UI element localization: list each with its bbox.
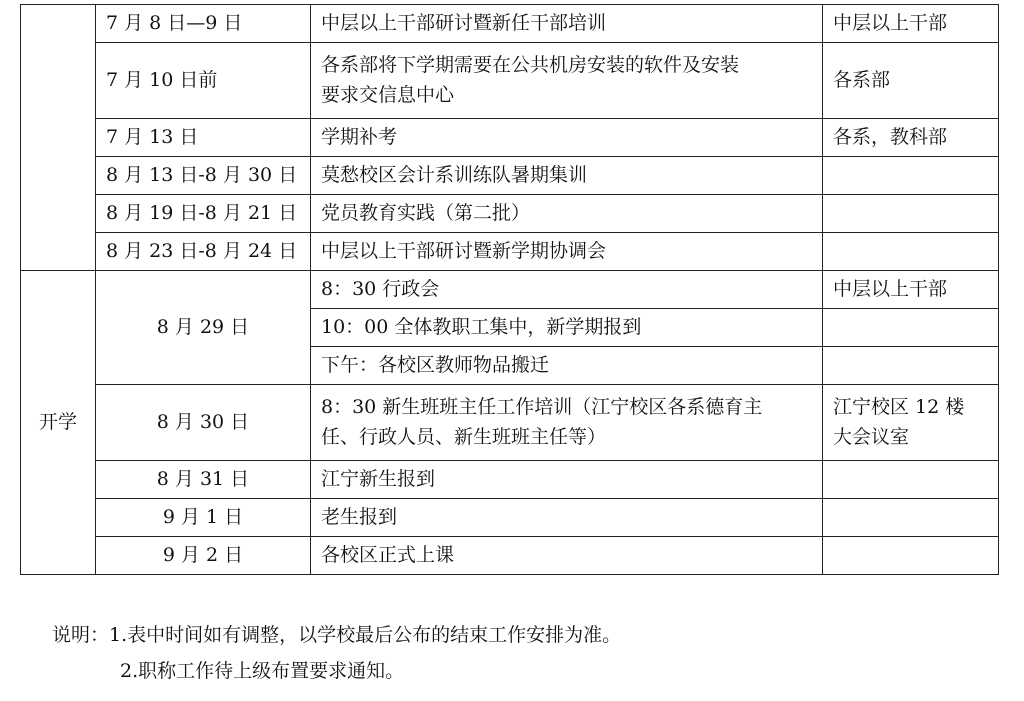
participants-cell: 各系部 bbox=[823, 43, 999, 119]
event-cell: 中层以上干部研讨暨新学期协调会 bbox=[311, 233, 823, 271]
event-cell: 党员教育实践（第二批） bbox=[311, 195, 823, 233]
date-cell: 7 月 13 日 bbox=[96, 119, 311, 157]
participants-cell bbox=[823, 499, 999, 537]
event-cell: 莫愁校区会计系训练队暑期集训 bbox=[311, 157, 823, 195]
event-cell: 学期补考 bbox=[311, 119, 823, 157]
participants-cell bbox=[823, 309, 999, 347]
note-line-1: 说明：1.表中时间如有调整，以学校最后公布的结束工作安排为准。 bbox=[52, 624, 622, 646]
table-row bbox=[21, 5, 999, 43]
date-cell: 7 月 10 日前 bbox=[96, 43, 311, 119]
event-cell: 下午：各校区教师物品搬迁 bbox=[311, 347, 823, 385]
table-row bbox=[21, 157, 999, 195]
event-cell bbox=[311, 43, 823, 119]
event-cell: 各校区正式上课 bbox=[311, 537, 823, 575]
participants-cell: 各系，教科部 bbox=[823, 119, 999, 157]
participants-cell bbox=[823, 385, 999, 461]
date-cell: 8 月 13 日-8 月 30 日 bbox=[96, 157, 311, 195]
event-cell: 10：00 全体教职工集中，新学期报到 bbox=[311, 309, 823, 347]
event-cell: 8：30 行政会 bbox=[311, 271, 823, 309]
participants-line: 大会议室 bbox=[833, 425, 910, 448]
date-cell: 7 月 8 日—9 日 bbox=[96, 5, 311, 43]
event-line: 各系部将下学期需要在公共机房安装的软件及安装 bbox=[321, 54, 740, 77]
participants-cell bbox=[823, 157, 999, 195]
phase-cell: 开学 bbox=[21, 271, 96, 575]
participants-line: 江宁校区 12 楼 bbox=[833, 396, 965, 419]
table-row bbox=[21, 461, 999, 499]
table-row bbox=[21, 233, 999, 271]
participants-cell: 中层以上干部 bbox=[823, 5, 999, 43]
event-line: 要求交信息中心 bbox=[321, 83, 455, 106]
table-row bbox=[21, 43, 999, 119]
table-row bbox=[21, 537, 999, 575]
table-row bbox=[21, 195, 999, 233]
date-cell: 9 月 1 日 bbox=[96, 499, 311, 537]
date-cell: 8 月 23 日-8 月 24 日 bbox=[96, 233, 311, 271]
participants-cell: 中层以上干部 bbox=[823, 271, 999, 309]
event-line: 8：30 新生班班主任工作培训（江宁校区各系德育主 bbox=[321, 396, 763, 419]
event-cell bbox=[311, 385, 823, 461]
table-row bbox=[21, 119, 999, 157]
event-cell: 老生报到 bbox=[311, 499, 823, 537]
table-row bbox=[21, 271, 999, 309]
date-cell: 8 月 29 日 bbox=[96, 271, 311, 385]
table-row bbox=[21, 385, 999, 461]
event-line: 任、行政人员、新生班班主任等） bbox=[321, 425, 607, 448]
notes-section bbox=[52, 617, 621, 689]
participants-cell bbox=[823, 537, 999, 575]
event-cell: 中层以上干部研讨暨新任干部培训 bbox=[311, 5, 823, 43]
participants-cell bbox=[823, 461, 999, 499]
participants-cell bbox=[823, 233, 999, 271]
date-cell: 8 月 30 日 bbox=[96, 385, 311, 461]
table-row bbox=[21, 499, 999, 537]
event-cell: 江宁新生报到 bbox=[311, 461, 823, 499]
participants-cell bbox=[823, 347, 999, 385]
note-line-2: 2.职称工作待上级布置要求通知。 bbox=[120, 660, 405, 682]
phase-cell-empty bbox=[21, 5, 96, 271]
participants-cell bbox=[823, 195, 999, 233]
date-cell: 9 月 2 日 bbox=[96, 537, 311, 575]
date-cell: 8 月 19 日-8 月 21 日 bbox=[96, 195, 311, 233]
schedule-table bbox=[20, 4, 999, 575]
date-cell: 8 月 31 日 bbox=[96, 461, 311, 499]
